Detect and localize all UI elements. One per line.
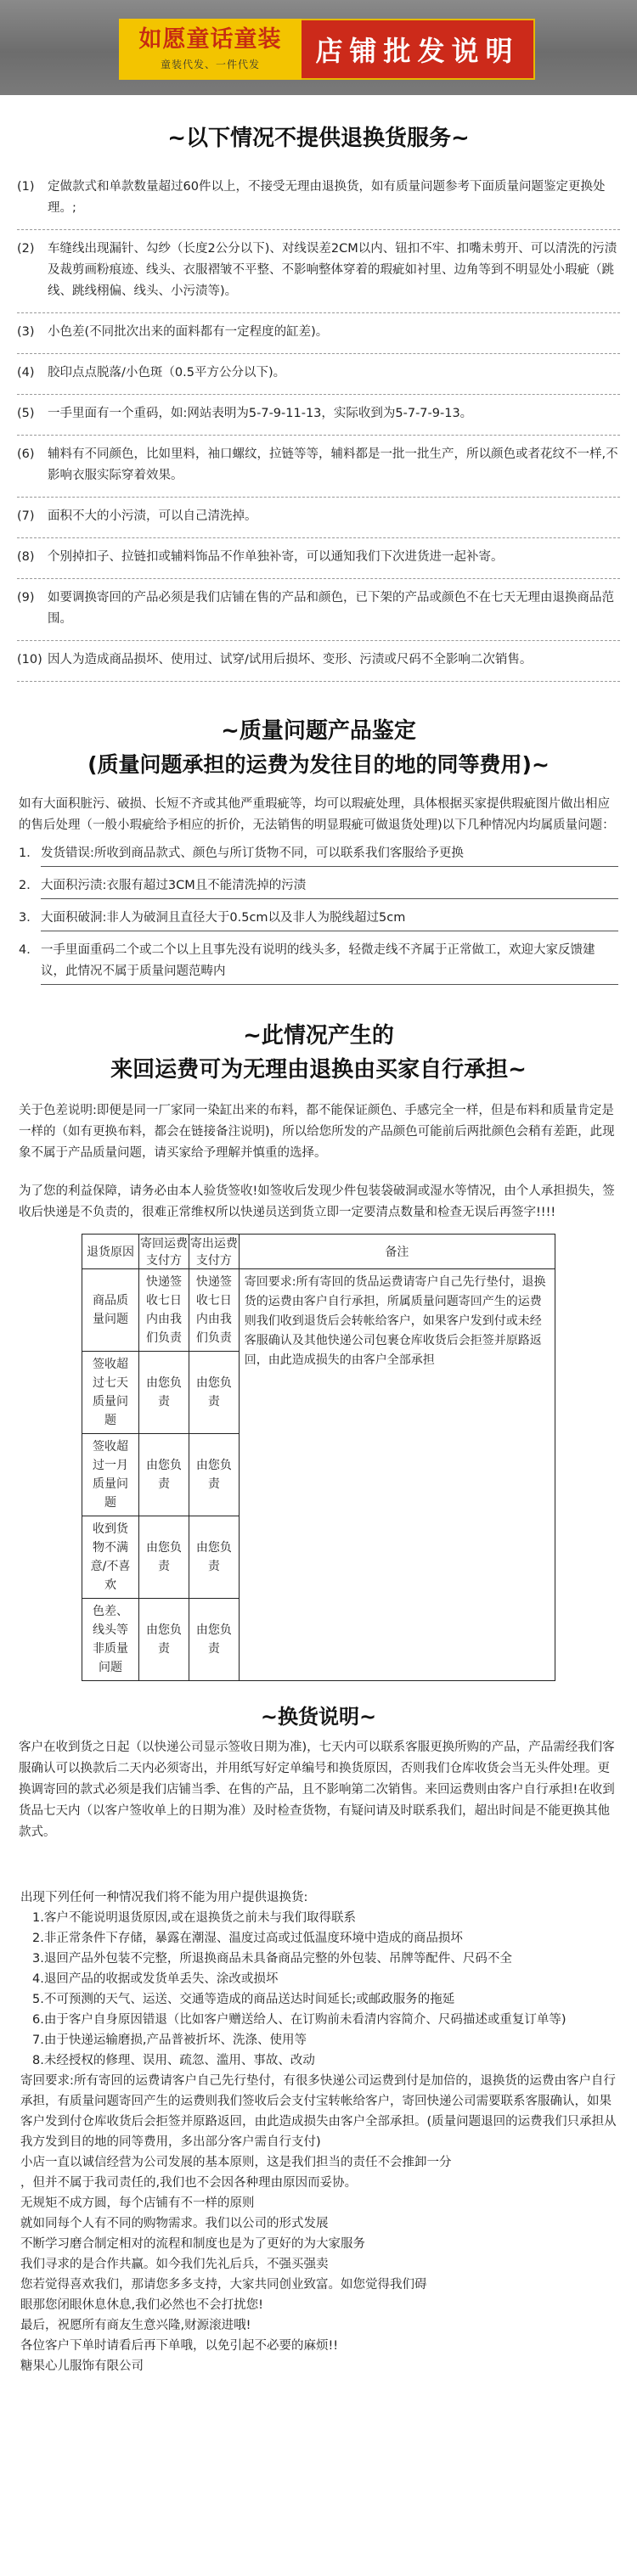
table-header: 寄回运费支付方 <box>139 1235 189 1269</box>
quality-item: 2． 大面积污渍:衣服有超过3CM且不能清洗掉的污渍 <box>19 875 618 899</box>
no-return-item: (10) 因人为造成商品损坏、使用过、试穿/试用后损坏、变形、污渍或尺码不全影响二次销售。 <box>17 641 620 682</box>
table-header: 备注 <box>239 1235 555 1269</box>
table-cell: 由您负责 <box>139 1434 189 1516</box>
list-item: 1.客户不能说明退货原因,或在退换货之前未与我们取得联系 <box>32 1911 356 1925</box>
list-item: 5.不可预测的天气、运送、交通等造成的商品送达时间延长;或邮政服务的拖延 <box>32 1993 455 2006</box>
closing-line: 就如同每个人有不同的购物需求。我们以公司的形式发展 <box>20 2217 329 2230</box>
color-diff-paragraph: 关于色差说明:即便是同一厂家同一染缸出来的布料，都不能保证颜色、手感完全一样，但是布料和质量肯定是一样的（如有更换布料，都会在链接备注说明)，所以给您所发的产品颜色可能前后两批颜色会稍有差距，此现象不属于产品质量问题，请买家给予理解并慎重的选择。 <box>19 1104 615 1160</box>
no-return-item: (8) 个别掉扣子、拉链扣或辅料饰品不作单独补寄，可以通知我们下次进货进一起补寄。 <box>17 538 620 579</box>
list-item: 2.非正常条件下存储，暴露在潮湿、温度过高或过低温度环境中造成的商品损坏 <box>32 1932 463 1945</box>
no-return-item: (3) 小色差(不同批次出来的面料都有一定程度的缸差)。 <box>17 313 620 354</box>
table-header-row <box>82 1235 555 1269</box>
header-logo-group <box>119 19 535 80</box>
closing-line: 不断学习磨合制定相对的流程和制度也是为了更好的为大家服务 <box>20 2237 365 2251</box>
table-cell: 由您负责 <box>189 1434 239 1516</box>
table-row <box>82 1269 555 1352</box>
table-cell: 由您负责 <box>139 1516 189 1599</box>
closing-line: 我们寻求的是合作共赢。如今我们先礼后兵，不强买强卖 <box>20 2258 329 2271</box>
brand-subtitle: 童装代发、一件代发 <box>160 59 260 71</box>
quality-intro: 如有大面积脏污、破损、长短不齐或其他严重瑕疵等，均可以瑕疵处理，具体根据买家提供瑕疵图片做出相应的售后处理（一般小瑕疵给予相应的折价，无法销售的明显瑕疵可做退货处理)以下几种情况内均属质量问题： <box>19 797 615 832</box>
no-return-list <box>0 168 637 682</box>
shop-title: 店铺批发说明 <box>315 35 520 67</box>
header-banner <box>0 0 637 95</box>
refund-table <box>82 1234 555 1681</box>
table-cell: 签收超过一月质量问题 <box>82 1434 139 1516</box>
table-cell: 由您负责 <box>189 1352 239 1434</box>
no-return-item: (2) 车缝线出现漏针、勾纱（长度2公分以下)、对线误差2CM以内、钮扣不牢、扣嘴未剪开、可以清洗的污渍及裁剪画粉痕迹、线头、衣服褶皱不平整、不影响整体穿着的瑕疵如衬里、边角等到不明显处小瑕疵（跳线、跳线栩偏、线头、小污渍等)。 <box>17 230 620 313</box>
no-return-title: ~以下情况不提供退换货服务~ <box>167 126 470 151</box>
no-return-item: (9) 如要调换寄回的产品必须是我们店铺在售的产品和颜色，已下架的产品或颜色不在七天无理由退换商品范围。 <box>17 579 620 641</box>
table-cell: 快递签收七日内由我们负责 <box>189 1269 239 1352</box>
table-note: 寄回要求:所有寄回的货品运费请寄户自己先行垫付，退换货的运费由客户自行承担，所属质量问题寄回产生的运费则我们收到退货后会转帐给客户，如果客户发到付或未经客服确认及其他快递公司包裹仓库收货后会拒签并原路返回，由此造成损失的由客户全部承担 <box>239 1269 555 1681</box>
table-cell: 由您负责 <box>189 1599 239 1681</box>
quality-list <box>19 843 618 985</box>
closing-line: 最后，祝愿所有商友生意兴隆,财源滚进哦! <box>20 2319 251 2332</box>
company-name: 糖果心儿服饰有限公司 <box>20 2359 144 2373</box>
no-return-item: (7) 面积不大的小污渍，可以自己清洗掉。 <box>17 498 620 538</box>
exchange-title: ~换货说明~ <box>260 1705 377 1729</box>
exchange-paragraph: 客户在收到货之日起（以快递公司显示签收日期为准)，七天内可以联系客服更换所购的产品，产品需经我们客服确认可以换款后二天内必须寄出，并用纸写好定单编号和换货原因，否则我们仓库收货会当无头件处理。更换调寄回的款式必须是我们店铺当季、在售的产品，且不影响第二次销售。来回运费则由客户自行承担!在收到货品七天内（以客户签收单上的日期为准）及时检查货物，有疑问请及时联系我们，超出时间是不能更换其他款式。 <box>19 1741 615 1839</box>
inspection-paragraph: 为了您的利益保障，请务必由本人验货签收!如签收后发现少件包装袋破洞或湿水等情况，由个人承担损失，签收后快递是不负责的，很难正常维权所以快递员送到货立即一定要清点数量和检查无误后再签字!!!! <box>19 1184 615 1219</box>
no-return-item: (1) 定做款式和单款数量超过60件以上，不接受无理由退换货，如有质量问题参考下面质量问题鉴定更换处理。; <box>17 168 620 230</box>
no-return-item: (4) 胶印点点脱落/小色斑（0.5平方公分以下)。 <box>17 354 620 395</box>
list-item: 6.由于客户自身原因错退（比如客户赠送给人、在订购前未看清内容简介、尺码描述或重复订单等) <box>32 2013 567 2027</box>
closing-line: ，但并不属于我司责任的,我们也不会因各种理由原因而妥协。 <box>20 2176 358 2190</box>
brand-name: 如愿童话童装 <box>138 25 282 53</box>
quality-item: 1． 发货错误:所收到商品款式、颜色与所订货物不同，可以联系我们客服给予更换 <box>19 843 618 867</box>
no-exchange-title: 出现下列任何一种情况我们将不能为用户提供退换货: <box>20 1891 308 1904</box>
table-cell: 签收超过七天质量问题 <box>82 1352 139 1434</box>
quality-item: 3． 大面积破洞:非人为破洞且直径大于0.5cm以及非人为脱线超过5cm <box>19 908 618 931</box>
table-cell: 由您负责 <box>139 1352 189 1434</box>
table-cell: 由您负责 <box>189 1516 239 1599</box>
table-header: 退货原因 <box>82 1235 139 1269</box>
closing-line: 眼那您闭眼休息休息,我们必然也不会打扰您! <box>20 2298 263 2312</box>
no-return-item: (5) 一手里面有一个重码，如:网站表明为5-7-9-11-13，实际收到为5-7-7-9-13。 <box>17 395 620 436</box>
shop-title-box <box>302 19 535 80</box>
shipping-title: ~此情况产生的 来回运费可为无理由退换由买家自行承担~ <box>110 1023 527 1083</box>
return-requirements: 寄回要求:所有寄回的运费请客户自己先行垫付，有很多快递公司运费到付是加倍的，退换货的运费由客户自行承担，有质量问题寄回产生的运费则我们签收后会支付宝转帐给客户，寄回快递公司需要联系客服确认，如果客户发到付仓库收货后会拒签并原路返回，由此造成损失由客户全部承担。(质量问题退回的运费我们只承担从我方发到目的地的同等费用，多出部分客户需自行支付) <box>20 2074 617 2149</box>
no-exchange-list <box>20 1887 617 2376</box>
list-item: 8.未经授权的修理、误用、疏忽、滥用、事故、改动 <box>32 2054 315 2067</box>
closing-line: 您若觉得喜欢我们，那请您多多支持，大家共同创业致富。如您觉得我们碍 <box>20 2278 427 2292</box>
table-cell: 收到货物不满意/不喜欢 <box>82 1516 139 1599</box>
brand-box <box>119 19 302 80</box>
quality-title: ~质量问题产品鉴定 (质量问题承担的运费为发往目的地的同等费用)~ <box>87 718 550 777</box>
table-cell: 色差、线头等非质量问题 <box>82 1599 139 1681</box>
table-header: 寄出运费支付方 <box>189 1235 239 1269</box>
table-cell: 由您负责 <box>139 1599 189 1681</box>
list-item: 3.退回产品外包装不完整，所退换商品未具备商品完整的外包装、吊牌等配件、尺码不全 <box>32 1952 512 1966</box>
list-item: 7.由于快递运输磨损,产品普被折坏、洗涤、使用等 <box>32 2033 307 2047</box>
list-item: 4.退回产品的收据或发货单丢失、涂改或损坏 <box>32 1972 279 1986</box>
closing-line: 小店一直以诚信经营为公司发展的基本原则，这是我们担当的责任不会推卸一分 <box>20 2156 452 2169</box>
closing-line: 无规矩不成方圆，每个店铺有不一样的原则 <box>20 2196 255 2210</box>
table-cell: 快递签收七日内由我们负责 <box>139 1269 189 1352</box>
closing-line: 各位客户下单时请看后再下单哦，以免引起不必要的麻烦!! <box>20 2339 339 2353</box>
no-return-item: (6) 辅料有不同颜色，比如里料，袖口螺纹，拉链等等，辅料都是一批一批生产，所以颜色或者花纹不一样,不影响衣服实际穿着效果。 <box>17 436 620 498</box>
table-cell: 商品质量问题 <box>82 1269 139 1352</box>
quality-item: 4． 一手里面重码二个或二个以上且事先没有说明的线头多，轻微走线不齐属于正常做工，欢迎大家反馈建议，此情况不属于质量问题范畴内 <box>19 940 618 985</box>
